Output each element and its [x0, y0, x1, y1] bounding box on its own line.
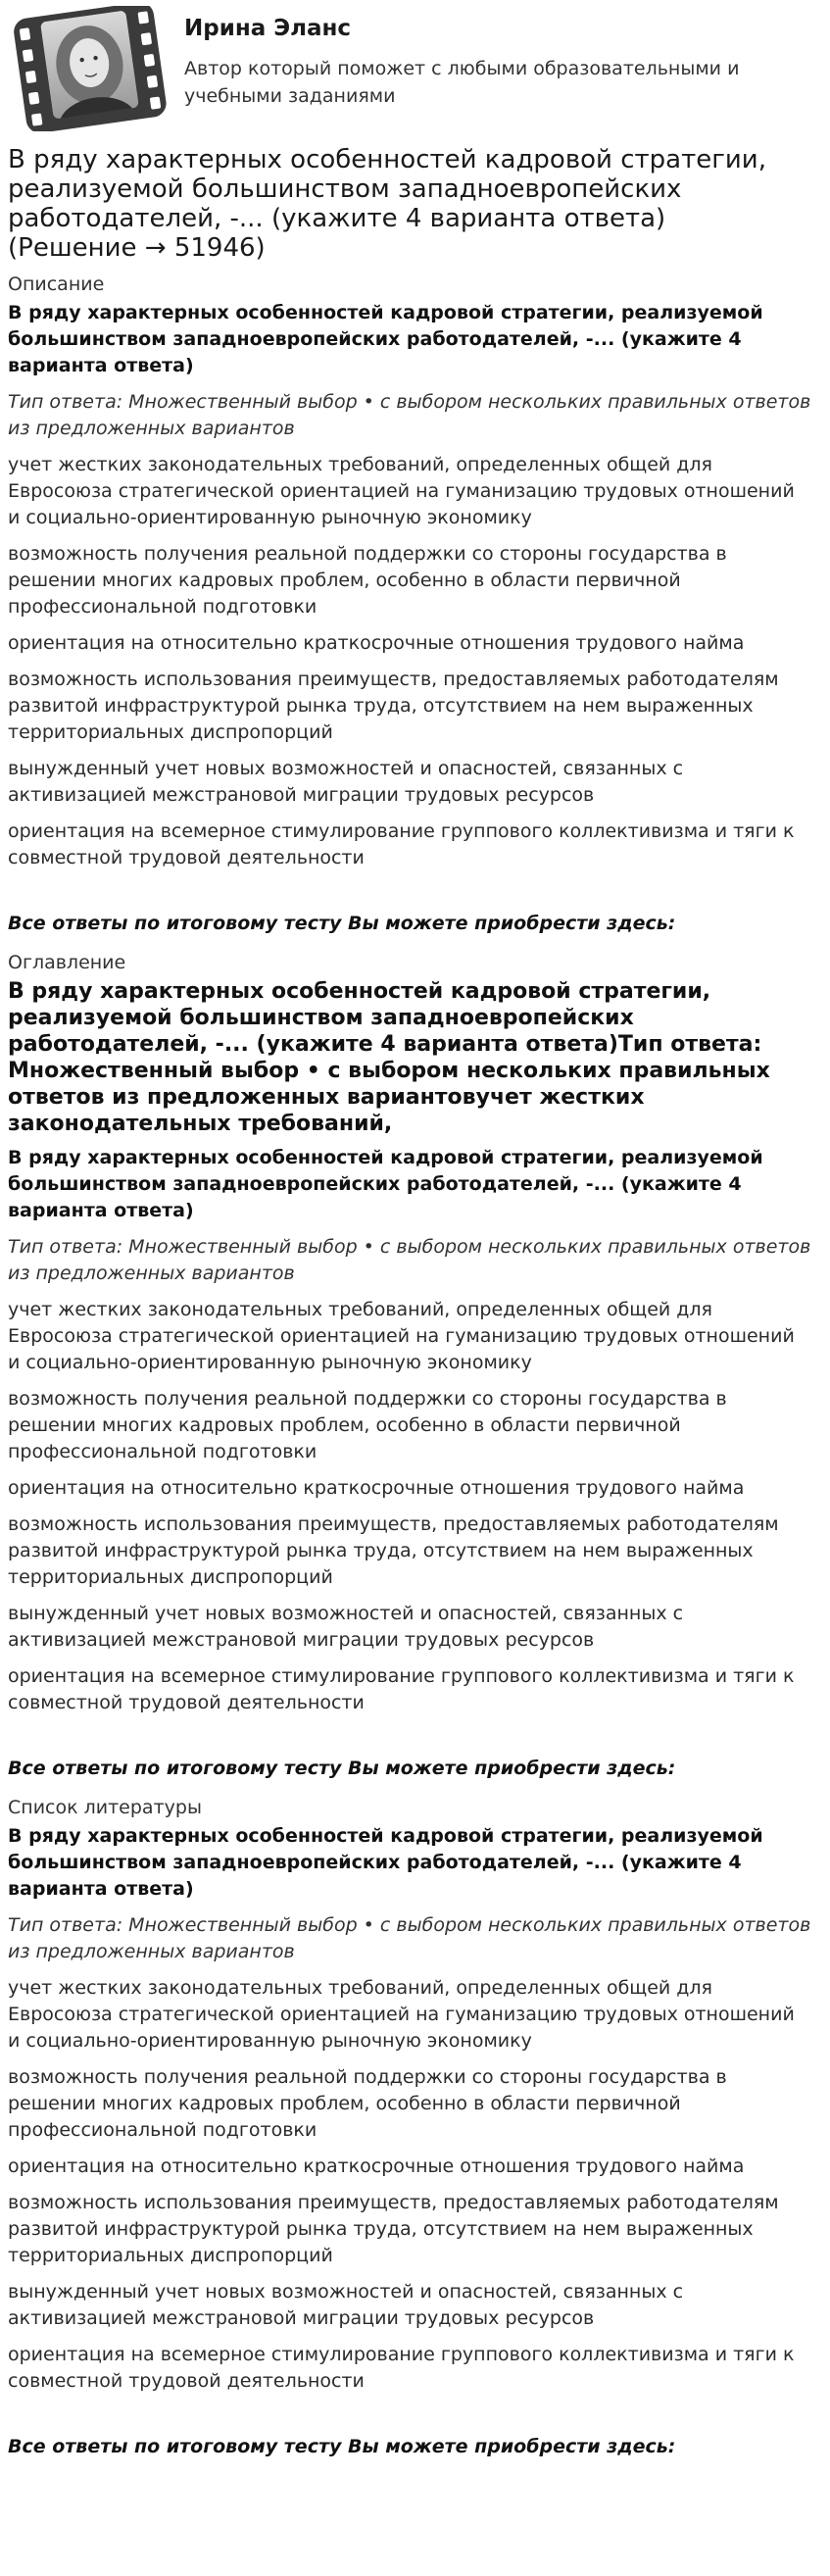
answer-option: возможность использования преимуществ, предоставляемых работодателям развитой инфраструктурой рынка труда, отсутствием на нем выраженных территориальных диспропорций	[8, 1513, 779, 1588]
answer-option: ориентация на всемерное стимулирование группового коллективизма и тяги к совместной трудовой деятельности	[8, 2344, 795, 2392]
answer-list	[8, 1975, 822, 2395]
question-type: Тип ответа: Множественный выбор • с выбором нескольких правильных ответов из предложенных вариантов	[8, 1236, 811, 1284]
answer-list	[8, 1297, 822, 1716]
answer-option: ориентация на относительно краткосрочные отношения трудового найма	[8, 632, 745, 654]
answer-option: учет жестких законодательных требований, определенных общей для Евросоюза стратегической ориентацией на гуманизацию трудовых отношений и социально-ориентированную рыночную экономику	[8, 454, 795, 528]
buy-answers-text: Все ответы по итоговому тесту Вы можете приобрести здесь:	[8, 1758, 676, 1779]
author-description: Автор который поможет с любыми образовательными и учебными заданиями	[184, 58, 740, 107]
toc-section	[8, 951, 822, 1782]
avatar-film-frame-image	[8, 6, 172, 131]
buy-answers-text: Все ответы по итоговому тесту Вы можете приобрести здесь:	[8, 913, 676, 934]
answer-option: вынужденный учет новых возможностей и опасностей, связанных с активизацией межстрановой миграции трудовых ресурсов	[8, 2281, 684, 2329]
question-title: В ряду характерных особенностей кадровой стратегии, реализуемой большинством западноевропейских работодателей, -... (укажите 4 варианта ответа)	[8, 1825, 763, 1900]
author-card	[8, 0, 822, 139]
question-type: Тип ответа: Множественный выбор • с выбором нескольких правильных ответов из предложенных вариантов	[8, 1914, 811, 1962]
buy-answers-text: Все ответы по итоговому тесту Вы можете приобрести здесь:	[8, 2436, 676, 2457]
answer-option: ориентация на всемерное стимулирование группового коллективизма и тяги к совместной трудовой деятельности	[8, 820, 795, 868]
answer-option: вынужденный учет новых возможностей и опасностей, связанных с активизацией межстрановой миграции трудовых ресурсов	[8, 1603, 684, 1651]
author-name[interactable]: Ирина Эланс	[184, 16, 352, 41]
answer-option: ориентация на относительно краткосрочные отношения трудового найма	[8, 2155, 745, 2177]
question-title: В ряду характерных особенностей кадровой стратегии, реализуемой большинством западноевропейских работодателей, -... (укажите 4 варианта ответа)	[8, 1147, 763, 1221]
answer-option: возможность получения реальной поддержки со стороны государства в решении многих кадровых проблем, особенно в области первичной профессиональной подготовки	[8, 543, 727, 618]
toc-heading: В ряду характерных особенностей кадровой стратегии, реализуемой большинством западноевропейских работодателей, -... (укажите 4 варианта ответа)Тип ответа: Множественный выбор • с выбором нескольких правильных ответов из предложенных вариантовучет жестких законодательных требований,	[8, 979, 770, 1136]
answer-option: учет жестких законодательных требований, определенных общей для Евросоюза стратегической ориентацией на гуманизацию трудовых отношений и социально-ориентированную рыночную экономику	[8, 1299, 795, 1373]
section-label-literature: Список литературы	[8, 1797, 202, 1818]
answer-list	[8, 452, 822, 871]
avatar[interactable]	[8, 6, 172, 131]
answer-option: возможность использования преимуществ, предоставляемых работодателям развитой инфраструктурой рынка труда, отсутствием на нем выраженных территориальных диспропорций	[8, 669, 779, 743]
literature-section	[8, 1796, 822, 2460]
answer-option: возможность получения реальной поддержки со стороны государства в решении многих кадровых проблем, особенно в области первичной профессиональной подготовки	[8, 1388, 727, 1462]
author-info	[172, 6, 792, 110]
answer-option: возможность использования преимуществ, предоставляемых работодателям развитой инфраструктурой рынка труда, отсутствием на нем выраженных территориальных диспропорций	[8, 2192, 779, 2266]
question-title: В ряду характерных особенностей кадровой стратегии, реализуемой большинством западноевропейских работодателей, -... (укажите 4 варианта ответа)	[8, 302, 763, 376]
answer-option: ориентация на всемерное стимулирование группового коллективизма и тяги к совместной трудовой деятельности	[8, 1665, 795, 1713]
section-label-toc: Оглавление	[8, 952, 126, 973]
answer-option: учет жестких законодательных требований, определенных общей для Евросоюза стратегической ориентацией на гуманизацию трудовых отношений и социально-ориентированную рыночную экономику	[8, 1977, 795, 2052]
answer-option: вынужденный учет новых возможностей и опасностей, связанных с активизацией межстрановой миграции трудовых ресурсов	[8, 758, 684, 806]
page-title: В ряду характерных особенностей кадровой стратегии, реализуемой большинством западноевропейских работодателей, -... (укажите 4 варианта ответа) (Решение → 51946)	[8, 145, 766, 263]
question-type: Тип ответа: Множественный выбор • с выбором нескольких правильных ответов из предложенных вариантов	[8, 391, 811, 439]
section-label-description: Описание	[8, 273, 105, 295]
answer-option: возможность получения реальной поддержки со стороны государства в решении многих кадровых проблем, особенно в области первичной профессиональной подготовки	[8, 2066, 727, 2141]
answer-option: ориентация на относительно краткосрочные отношения трудового найма	[8, 1477, 745, 1499]
description-section	[8, 272, 822, 937]
